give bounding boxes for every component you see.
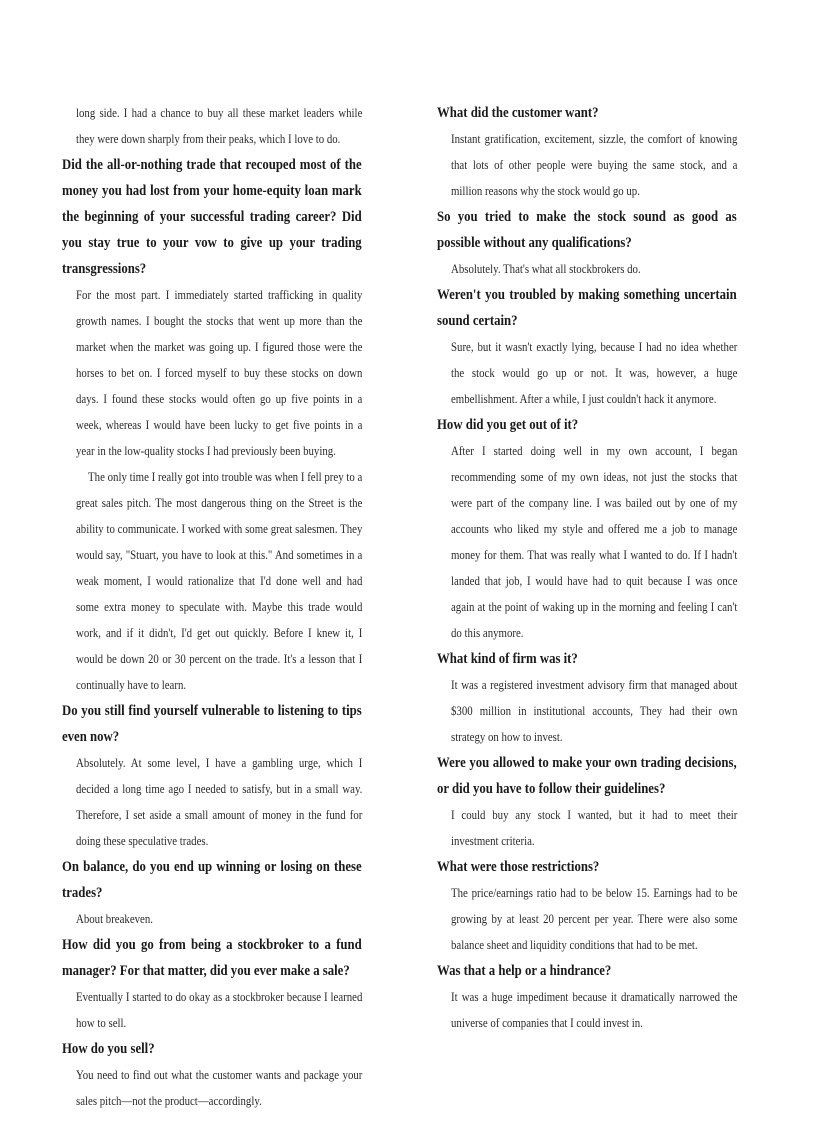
question: Weren't you troubled by making something uncertain sound certain? (437, 287, 737, 329)
question: Were you allowed to make your own trading decisions, or did you have to follow their guidelines? (437, 755, 737, 797)
answer: For the most part. I immediately started trafficking in quality growth names. I bought the stocks that went up more than the market when the market was going up. I figured those were the horses to bet on. I forced myself to buy these stocks on down days. I found these stocks would often go up five points in a week, whereas I would have been lucky to get five points in a year in the low-quality stocks I had previously been buying. (76, 288, 363, 458)
answer: Absolutely. That's what all stockbrokers do. (451, 262, 641, 276)
question: What were those restrictions? (437, 859, 600, 875)
question: On balance, do you end up winning or losing on these trades? (62, 859, 362, 901)
answer: Instant gratification, excitement, sizzle, the comfort of knowing that lots of other people were buying the same stock, and a million reasons why the stock would go up. (451, 132, 738, 198)
answer: Sure, but it wasn't exactly lying, because I had no idea whether the stock would go up or not. It was, however, a huge embellishment. After a while, I just couldn't hack it anymore. (451, 340, 738, 406)
question: What did the customer want? (437, 105, 599, 121)
question: How did you go from being a stockbroker to a fund manager? For that matter, did you ever make a sale? (62, 937, 362, 979)
question: How do you sell? (62, 1041, 155, 1057)
question: What kind of firm was it? (437, 651, 578, 667)
answer: I could buy any stock I wanted, but it had to meet their investment criteria. (451, 808, 738, 848)
answer: Eventually I started to do okay as a stockbroker because I learned how to sell. (76, 990, 363, 1030)
question: So you tried to make the stock sound as good as possible without any qualifications? (437, 209, 737, 251)
answer: The price/earnings ratio had to be below 15. Earnings had to be growing by at least 20 percent per year. There were also some balance sheet and liquidity conditions that had to be met. (451, 886, 738, 952)
question: Was that a help or a hindrance? (437, 963, 612, 979)
left-column (62, 100, 362, 1114)
answer-continued: long side. I had a chance to buy all these market leaders while they were down sharply from their peaks, which I love to do. (76, 106, 363, 146)
question: How did you get out of it? (437, 417, 579, 433)
answer: You need to find out what the customer wants and package your sales pitch—not the product—accordingly. (76, 1068, 363, 1108)
right-column (437, 100, 737, 1036)
answer: After I started doing well in my own account, I began recommending some of my own ideas, not just the stocks that were part of the company line. I was bailed out by one of my accounts who liked my style and offered me a job to manage money for them. That was really what I wanted to do. If I hadn't landed that job, I would have had to quit because I was once again at the point of waking up in the morning and feeling I can't do this anymore. (451, 444, 738, 640)
answer: About breakeven. (76, 912, 153, 926)
answer: It was a huge impediment because it dramatically narrowed the universe of companies that I could invest in. (451, 990, 738, 1030)
answer: It was a registered investment advisory firm that managed about $300 million in institutional accounts, They had their own strategy on how to invest. (451, 678, 738, 744)
question: Do you still find yourself vulnerable to listening to tips even now? (62, 703, 362, 745)
question: Did the all-or-nothing trade that recouped most of the money you had lost from your home-equity loan mark the beginning of your successful trading career? Did you stay true to your vow to give up your trading transgressions? (62, 157, 362, 277)
answer-paragraph: The only time I really got into trouble was when I fell prey to a great sales pitch. The most dangerous thing on the Street is the ability to communicate. I worked with some great salesmen. They would say, "Stuart, you have to look at this." And sometimes in a weak moment, I would rationalize that I'd done well and had some extra money to speculate with. Maybe this trade would work, and if it didn't, I'd get out quickly. Before I knew it, I would be down 20 or 30 percent on the trade. It's a lesson that I continually have to learn. (76, 470, 363, 692)
answer: Absolutely. At some level, I have a gambling urge, which I decided a long time ago I needed to satisfy, but in a small way. Therefore, I set aside a small amount of money in the fund for doing these speculative trades. (76, 756, 363, 848)
